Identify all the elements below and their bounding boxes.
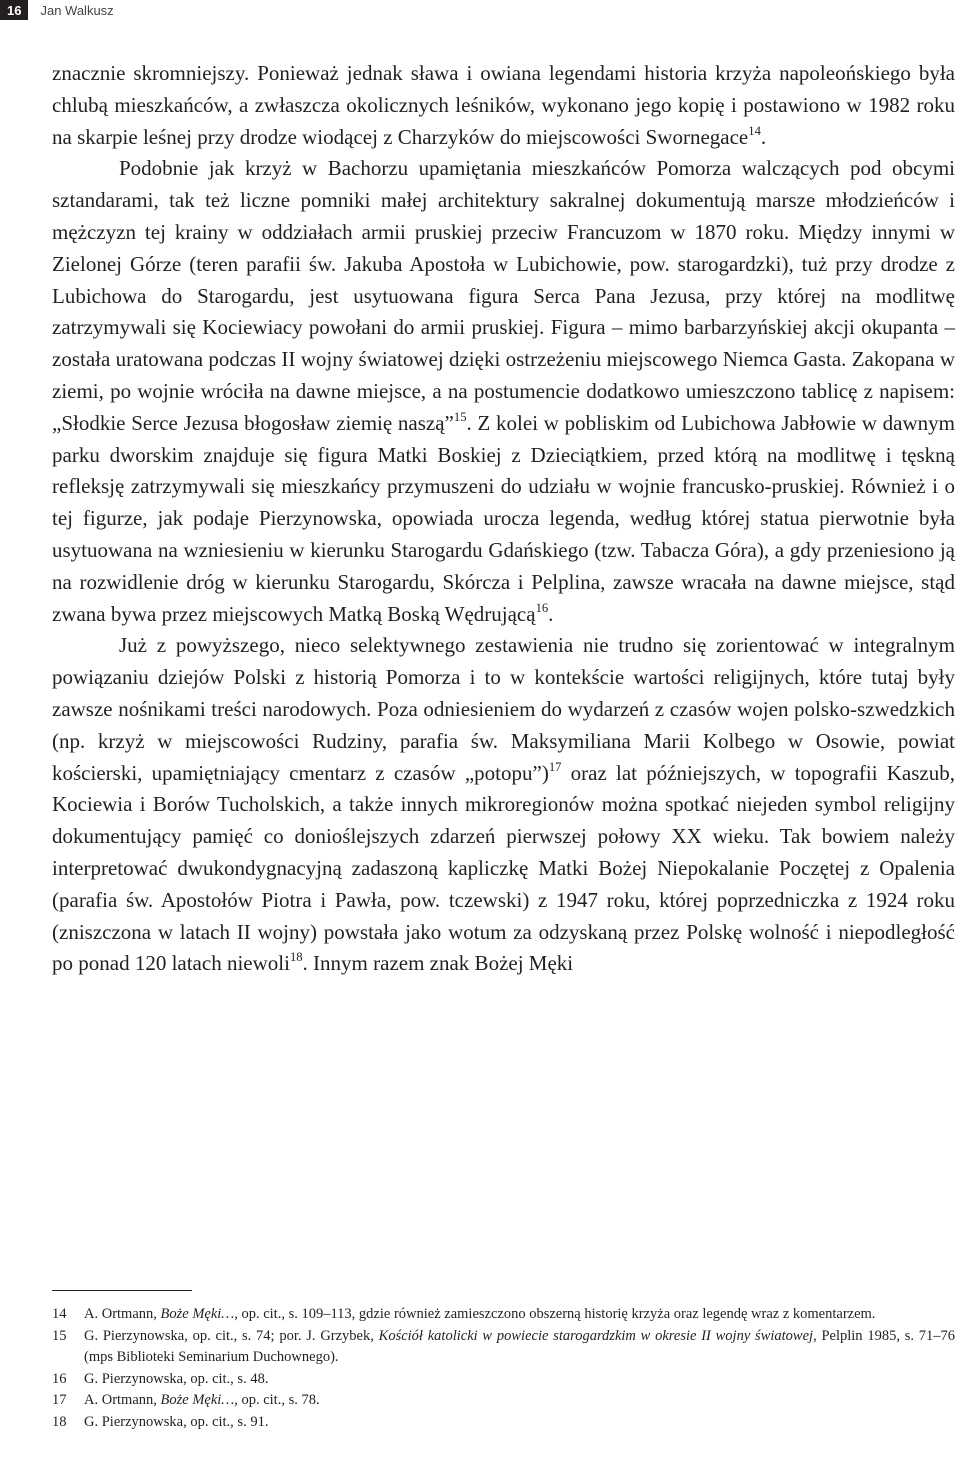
paragraph-text: . <box>760 124 767 149</box>
paragraph-text: . <box>548 601 554 626</box>
footnote-citation: , op. cit., s. 109–113, gdzie również zamieszczono obszerną historię krzyża oraz legendę wraz z komentarzem. <box>234 1306 876 1322</box>
footnote-citation: G. Pierzynowska, op. cit., s. 91. <box>84 1413 269 1430</box>
footnote-title: Boże Męki… <box>160 1306 235 1322</box>
body-text <box>52 58 955 980</box>
footnotes <box>52 1304 955 1433</box>
footnote-number: 18 <box>52 1413 67 1430</box>
footnote-ref[interactable]: 14 <box>748 123 761 138</box>
footnote-ref[interactable]: 18 <box>289 950 303 965</box>
page-header <box>0 0 114 20</box>
footnote-text <box>84 1390 955 1412</box>
footnote-citation: G. Pierzynowska, op. cit., s. 74; por. J. Grzybek, <box>84 1327 379 1344</box>
footnote-citation: , op. cit., s. 78. <box>234 1392 320 1408</box>
paragraph-3 <box>52 630 955 980</box>
footnote-citation: A. Ortmann, <box>84 1306 161 1322</box>
footnote-title: Kościół katolicki w powiecie starogardzkim w okresie II wojny światowej <box>378 1327 814 1344</box>
paragraph-2 <box>52 153 955 630</box>
paragraph-text: . Z kolei w pobliskim od Lubichowa Jabłowie w dawnym parku dworskim znajduje się figura Matki Boskiej z Dzieciątkiem, przed którą na modlitwę i tęskną refleksję zatrzymywali się mieszkańcy przymuszeni do udziału w wojnie francusko-pruskiej. Również i o tej figurze, jak podaje Pierzynowska, opowiada urocza legenda, według której statua pierwotnie była usytuowana na wzniesieniu w kierunku Starogardu Gdańskiego (tzw. Tabacza Góra), a gdy przeniesiono ją na rozwidlenie dróg w kierunku Starogardu, Skórcza i Pelplina, zawsze wracała na dawne miejsce, stąd zwana bywa przez miejscowych Matką Boską Wędrującą <box>52 410 955 626</box>
footnote-number: 14 <box>52 1306 67 1322</box>
footnote-number: 16 <box>52 1370 67 1387</box>
paragraph-text: znacznie skromniejszy. Ponieważ jednak sława i owiana legendami historia krzyża napoleońskiego była chlubą mieszkańców, a zwłaszcza okolicznych leśników, wykonano jego kopię i postawiono w 1982 roku na skarpie leśnej przy drodze wiodącej z Charzyków do miejscowości Swornegace <box>52 61 955 149</box>
page-number: 16 <box>0 0 28 20</box>
paragraph-text: Już z powyższego, nieco selektywnego zestawienia nie trudno się zorientować w integralnym powiązaniu dziejów Polski z historią Pomorza i to w kontekście wartości religijnych, które tutaj były zawsze nośnikami treści narodowych. Poza odniesieniem do wydarzeń z czasów wojen polsko-szwedzkich (np. krzyż w miejscowości Rudziny, parafia św. Maksymiliana Marii Kolbego w Osowie, powiat kościerski, upamiętniający cmentarz z czasów „potopu”) <box>52 633 955 785</box>
paragraph-1 <box>52 58 955 153</box>
footnote-ref[interactable]: 17 <box>548 759 562 774</box>
footnote-18 <box>52 1412 955 1434</box>
paragraph-text: . Innym razem znak Bożej Męki <box>302 951 574 976</box>
footnote-citation: G. Pierzynowska, op. cit., s. 48. <box>84 1370 269 1387</box>
footnote-17 <box>52 1390 955 1412</box>
paragraph-text: Podobnie jak krzyż w Bachorzu upamiętania mieszkańców Pomorza walczących pod obcymi sztandarami, tak też liczne pomniki małej architektury sakralnej dokumentują marsze młodzieńców i mężczyzn tej krainy w oddziałach armii pruskiej przeciw Francuzom w 1870 roku. Między innymi w Zielonej Górze (teren parafii św. Jakuba Apostoła w Lubichowie, pow. starogardzki), tuż przy drodze z Lubichowa do Starogardu, jest usytuowana figura Serca Pana Jezusa, przy której na modlitwę zatrzymywali się Kociewiacy powołani do armii pruskiej. Figura – mimo barbarzyńskiej akcji okupanta – została uratowana podczas II wojny światowej dzięki ostrzeżeniu miejscowego Niemca Gasta. Zakopana w ziemi, po wojnie wróciła na dawne miejsce, a na postumencie dodatkowo umieszczono tablicę z napisem: „Słodkie Serce Jezusa błogosław ziemię naszą” <box>52 156 955 435</box>
footnote-text <box>84 1369 955 1391</box>
footnote-15 <box>52 1326 955 1369</box>
footnote-citation: , Pelplin 1985, s. 71–76 (mps Biblioteki Seminarium Duchownego). <box>84 1327 956 1365</box>
paragraph-text: oraz lat późniejszych, w topografii Kaszub, Kociewia i Borów Tucholskich, a także innych mikroregionów można spotkać niejeden symbol religijny dokumentujący pamięć co donioślejszych zdarzeń pierwszej połowy XX wieku. Tak bowiem należy interpretować dwukondygnacyjną zadaszoną kapliczkę Matki Bożej Niepokalanie Poczętej z Opalenia (parafia św. Apostołów Piotra i Pawła, pow. tczewski) z 1947 roku, której poprzedniczka z 1924 roku (zniszczona w latach II wojny) powstała jako wotum za odzyskaną przez Polskę wolność i niepodległość po ponad 120 latach niewoli <box>52 760 955 976</box>
footnote-citation: A. Ortmann, <box>84 1392 161 1408</box>
footnote-14 <box>52 1304 955 1326</box>
footnote-text <box>84 1304 955 1326</box>
footnote-ref[interactable]: 16 <box>535 600 549 615</box>
footnote-title: Boże Męki… <box>160 1392 235 1408</box>
footnote-text <box>84 1412 955 1434</box>
footnote-ref[interactable]: 15 <box>453 409 467 424</box>
footnote-16 <box>52 1369 955 1391</box>
footnote-number: 15 <box>52 1327 67 1344</box>
footnote-number: 17 <box>52 1392 67 1408</box>
running-head-author: Jan Walkusz <box>40 2 114 18</box>
footnote-text <box>84 1326 955 1369</box>
footnote-separator <box>52 1290 192 1291</box>
